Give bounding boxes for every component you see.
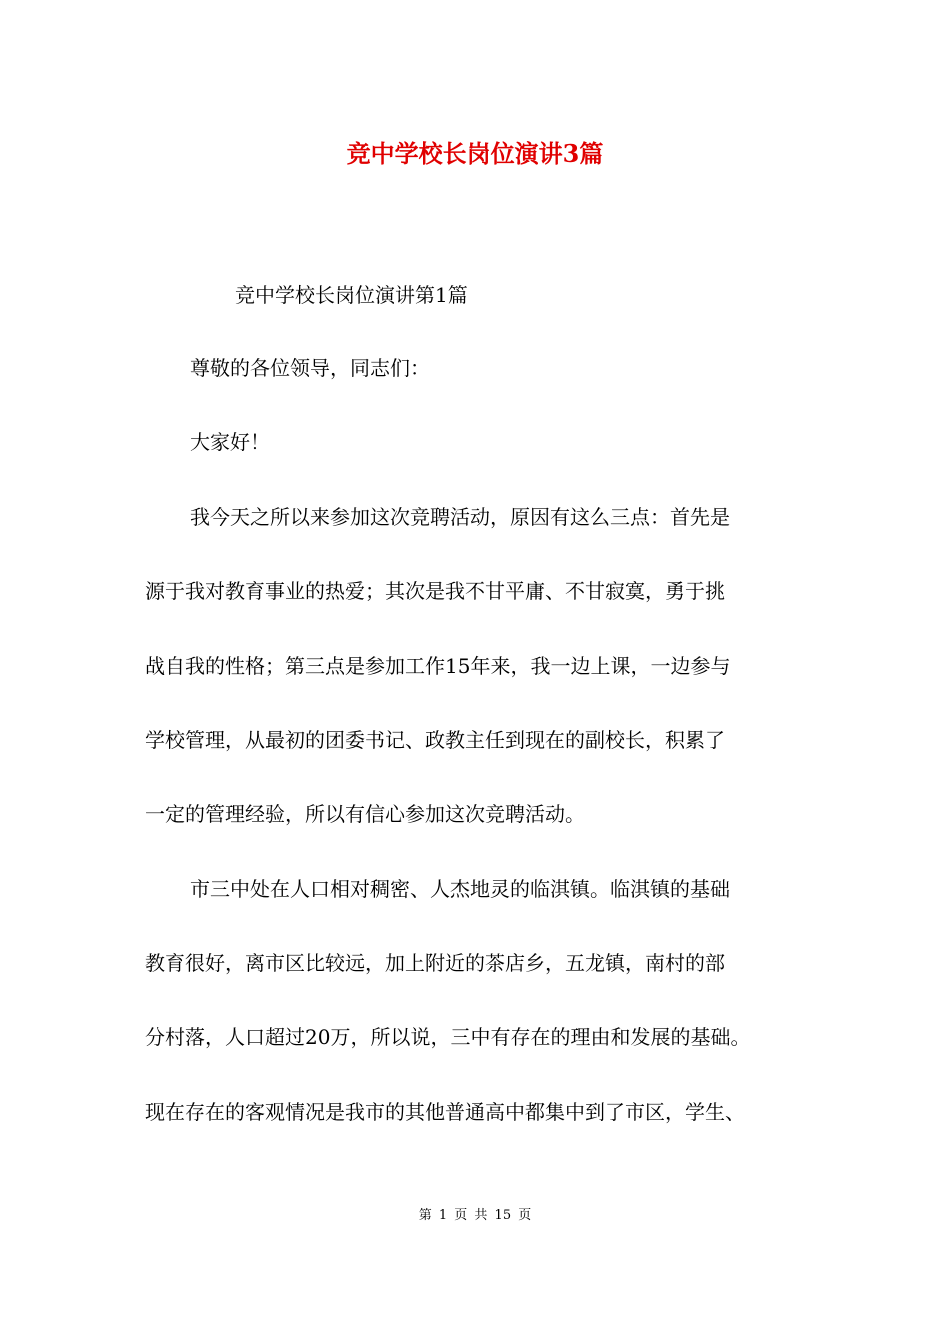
paragraph-line: 源于我对教育事业的热爱；其次是我不甘平庸、不甘寂寞，勇于挑: [145, 579, 725, 603]
page-number-footer: 第 1 页 共 15 页: [418, 1208, 532, 1223]
paragraph-line: 我今天之所以来参加这次竞聘活动，原因有这么三点：首先是: [190, 505, 730, 529]
section-heading: 竞中学校长岗位演讲第1篇: [235, 283, 468, 307]
paragraph-line: 学校管理，从最初的团委书记、政教主任到现在的副校长，积累了: [145, 728, 725, 752]
paragraph-line: 教育很好，离市区比较远，加上附近的茶店乡，五龙镇，南村的部: [145, 951, 725, 975]
document-title: 竞中学校长岗位演讲3篇: [346, 139, 604, 168]
paragraph-line: 市三中处在人口相对稠密、人杰地灵的临淇镇。临淇镇的基础: [190, 877, 730, 901]
paragraph-line: 分村落，人口超过20万，所以说，三中有存在的理由和发展的基础。: [145, 1025, 751, 1049]
greeting: 大家好！: [190, 430, 270, 454]
paragraph-line: 现在存在的客观情况是我市的其他普通高中都集中到了市区，学生、: [145, 1100, 745, 1124]
salutation: 尊敬的各位领导，同志们：: [190, 356, 430, 380]
paragraph-line: 一定的管理经验，所以有信心参加这次竞聘活动。: [145, 802, 585, 826]
paragraph-line: 战自我的性格；第三点是参加工作15年来，我一边上课，一边参与: [145, 654, 731, 678]
